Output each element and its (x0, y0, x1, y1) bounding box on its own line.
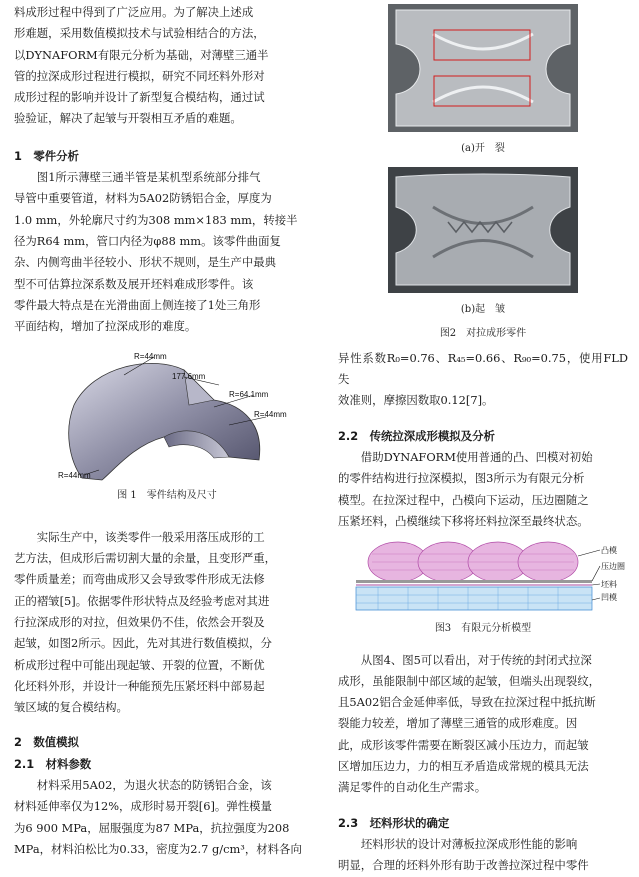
intro-paragraph (14, 2, 320, 130)
blank (356, 584, 592, 586)
section-2-2-paragraph (338, 447, 628, 532)
text-line: 异性系数R₀=0.76、R₄₅=0.66、R₉₀=0.75，使用FLD失 (338, 350, 628, 387)
text-line: 成形，虽能限制中部区域的起皱，但端头出现裂纹， (338, 673, 600, 688)
dim-label: 177.6mm (172, 372, 206, 382)
right-column (338, 0, 628, 877)
text-line: 1.0 mm，外轮廓尺寸约为308 mm×183 mm，转接半 (14, 212, 298, 227)
text-line: 满足零件的自动化生产需求。 (338, 780, 487, 795)
figure-2-caption: 图2 对拉成形零件 (439, 327, 527, 339)
text-line: 材料采用5A02，为退火状态的防锈铝合金，该 (36, 778, 272, 793)
figure-3-drawing (338, 540, 628, 612)
text-line: 导管中重要管道，材料为5A02防锈铝合金，厚度为 (14, 191, 272, 206)
text-line: 杂、内侧弯曲半径较小、形状不规则，是生产中最典 (14, 255, 276, 270)
section-1-paragraph (14, 167, 320, 337)
section-2-3-paragraph (338, 834, 628, 877)
figure-3-caption: 图3 有限元分析模型 (434, 623, 532, 635)
text-line: 析成形过程中可能出现起皱、开裂的位置，不断优 (14, 657, 265, 672)
text-line: 以DYNAFORM有限元分析为基础，对薄壁三通半 (14, 47, 269, 62)
text-line: 模型。在拉深过程中，凸模向下运动，压边圈随之 (338, 492, 589, 507)
text-line: 形难题，采用数值模拟技术与试验相结合的方法， (14, 26, 265, 41)
cracked-part (396, 10, 570, 126)
figure-1 (14, 345, 320, 485)
fig3-label: 坯料 (601, 580, 617, 590)
figure-1-caption: 图 1 零件结构及尺寸 (117, 490, 217, 502)
figure-2b-photo (338, 167, 628, 293)
dim-label: R=64.1mm (229, 390, 269, 400)
text-line: 成形过程的影响并设计了新型复合模结构，通过试 (14, 90, 265, 105)
section-2-1-title: 2.1 材料参数 (14, 756, 92, 771)
text-line: 起皱，如图2所示。因此，先对其进行数值模拟，分 (14, 636, 272, 651)
dim-label: R=44mm (134, 352, 167, 362)
text-line: 料成形过程中得到了广泛应用。为了解决上述成 (14, 5, 254, 19)
text-line: 径为R64 mm，管口内径为φ88 mm。该零件曲面复 (14, 233, 281, 248)
paragraph-after-fig3 (338, 650, 628, 799)
figure-2a (338, 4, 628, 132)
text-line: 化坯料外形，并设计一种能预先压紧坯料中部易起 (14, 678, 265, 693)
section-2-3-title: 2.3 坯料形状的确定 (338, 815, 450, 830)
dim-label: R=44mm (58, 471, 91, 481)
text-line: 管的拉深成形过程进行模拟，研究不同坯料外形对 (14, 68, 265, 83)
text-line: 且5A02铝合金延伸率低，导致在拉深过程中抵抗断 (338, 695, 596, 710)
figure-3 (338, 540, 628, 612)
left-column (14, 0, 320, 860)
text-line: 艺方法，但成形后需切割大量的余量，且变形严重， (14, 551, 276, 566)
text-line: 验验证，解决了起皱与开裂相互矛盾的难题。 (14, 111, 242, 126)
fig3-label: 凸模 (601, 546, 617, 556)
text-line: MPa，材料泊松比为0.33，密度为2.7 g/cm³，材料各向 (14, 841, 302, 856)
text-line: 坯料形状的设计对薄板拉深成形性能的影响 (360, 836, 578, 851)
text-line: 压紧坯料，凸模继续下移将坯料拉深至最终状态。 (338, 513, 589, 528)
figure-1-drawing (14, 345, 320, 485)
figure-2a-caption: (a)开 裂 (461, 143, 505, 154)
text-line: 皱区域的复合模结构。 (14, 700, 128, 715)
section-1-title: 1 零件分析 (14, 148, 79, 163)
text-line: 效准则，摩擦因数取0.12[7]。 (338, 393, 494, 408)
dim-label: R=44mm (254, 410, 287, 420)
section-2-1-paragraph (14, 775, 320, 860)
part-surface (69, 364, 260, 481)
figure-2a-photo (338, 4, 628, 132)
text-line: 正的褶皱[5]。依据零件形状特点及经验考虑对其进 (14, 593, 270, 608)
text-line: 平面结构，增加了拉深成形的难度。 (14, 319, 197, 334)
text-line: 此，成形该零件需要在断裂区减小压边力，而起皱 (338, 737, 589, 752)
die-mesh (356, 587, 592, 610)
binder (356, 580, 592, 583)
text-line: 借助DYNAFORM使用普通的凸、凹模对初始 (360, 450, 593, 465)
text-line: 图1所示薄壁三通半管是某机型系统部分排气 (36, 170, 261, 185)
punch-mesh (368, 542, 578, 582)
wrinkled-part (396, 174, 570, 285)
section-2-title: 2 数值模拟 (14, 735, 79, 750)
text-line: 的零件结构进行拉深模拟，图3所示为有限元分析 (338, 471, 585, 486)
text-line: 零件质量差；而弯曲成形又会导致零件形成无法修 (14, 572, 265, 587)
text-line: 实际生产中，该类零件一般采用落压成形的工 (36, 529, 265, 544)
fig3-label: 凹模 (601, 593, 617, 603)
figure-2b-caption: (b)起 皱 (460, 304, 506, 316)
fig3-label: 压边圈 (601, 562, 625, 572)
text-line: 裂能力较差，增加了薄壁三通管的成形难度。因 (338, 716, 578, 731)
text-line: 零件最大特点是在光滑曲面上侧连接了1处三角形 (14, 297, 261, 312)
text-line: 明显，合理的坯料外形有助于改善拉深过程中零件 (338, 858, 589, 873)
section-2-2-title: 2.2 传统拉深成形模拟及分析 (338, 428, 495, 443)
text-line: 从图4、图5可以看出，对于传统的封闭式拉深 (360, 652, 592, 667)
text-line: 区增加压边力，力的相互矛盾造成常规的模具无法 (338, 759, 589, 774)
text-line: 材料延伸率仅为12%，成形时易开裂[6]。弹性模量 (14, 799, 272, 814)
paragraph-after-fig1 (14, 527, 320, 719)
text-line: 行拉深成形的对拉，但效果仍不佳，依然会开裂及 (14, 614, 265, 629)
text-line: 型不可估算拉深系数及展开坯料难成形零件。该 (14, 276, 254, 291)
figure-2b (338, 167, 628, 293)
text-line: 为6 900 MPa，屈服强度为87 MPa，抗拉强度为208 (14, 820, 290, 835)
paragraph-material-cont (338, 348, 628, 412)
